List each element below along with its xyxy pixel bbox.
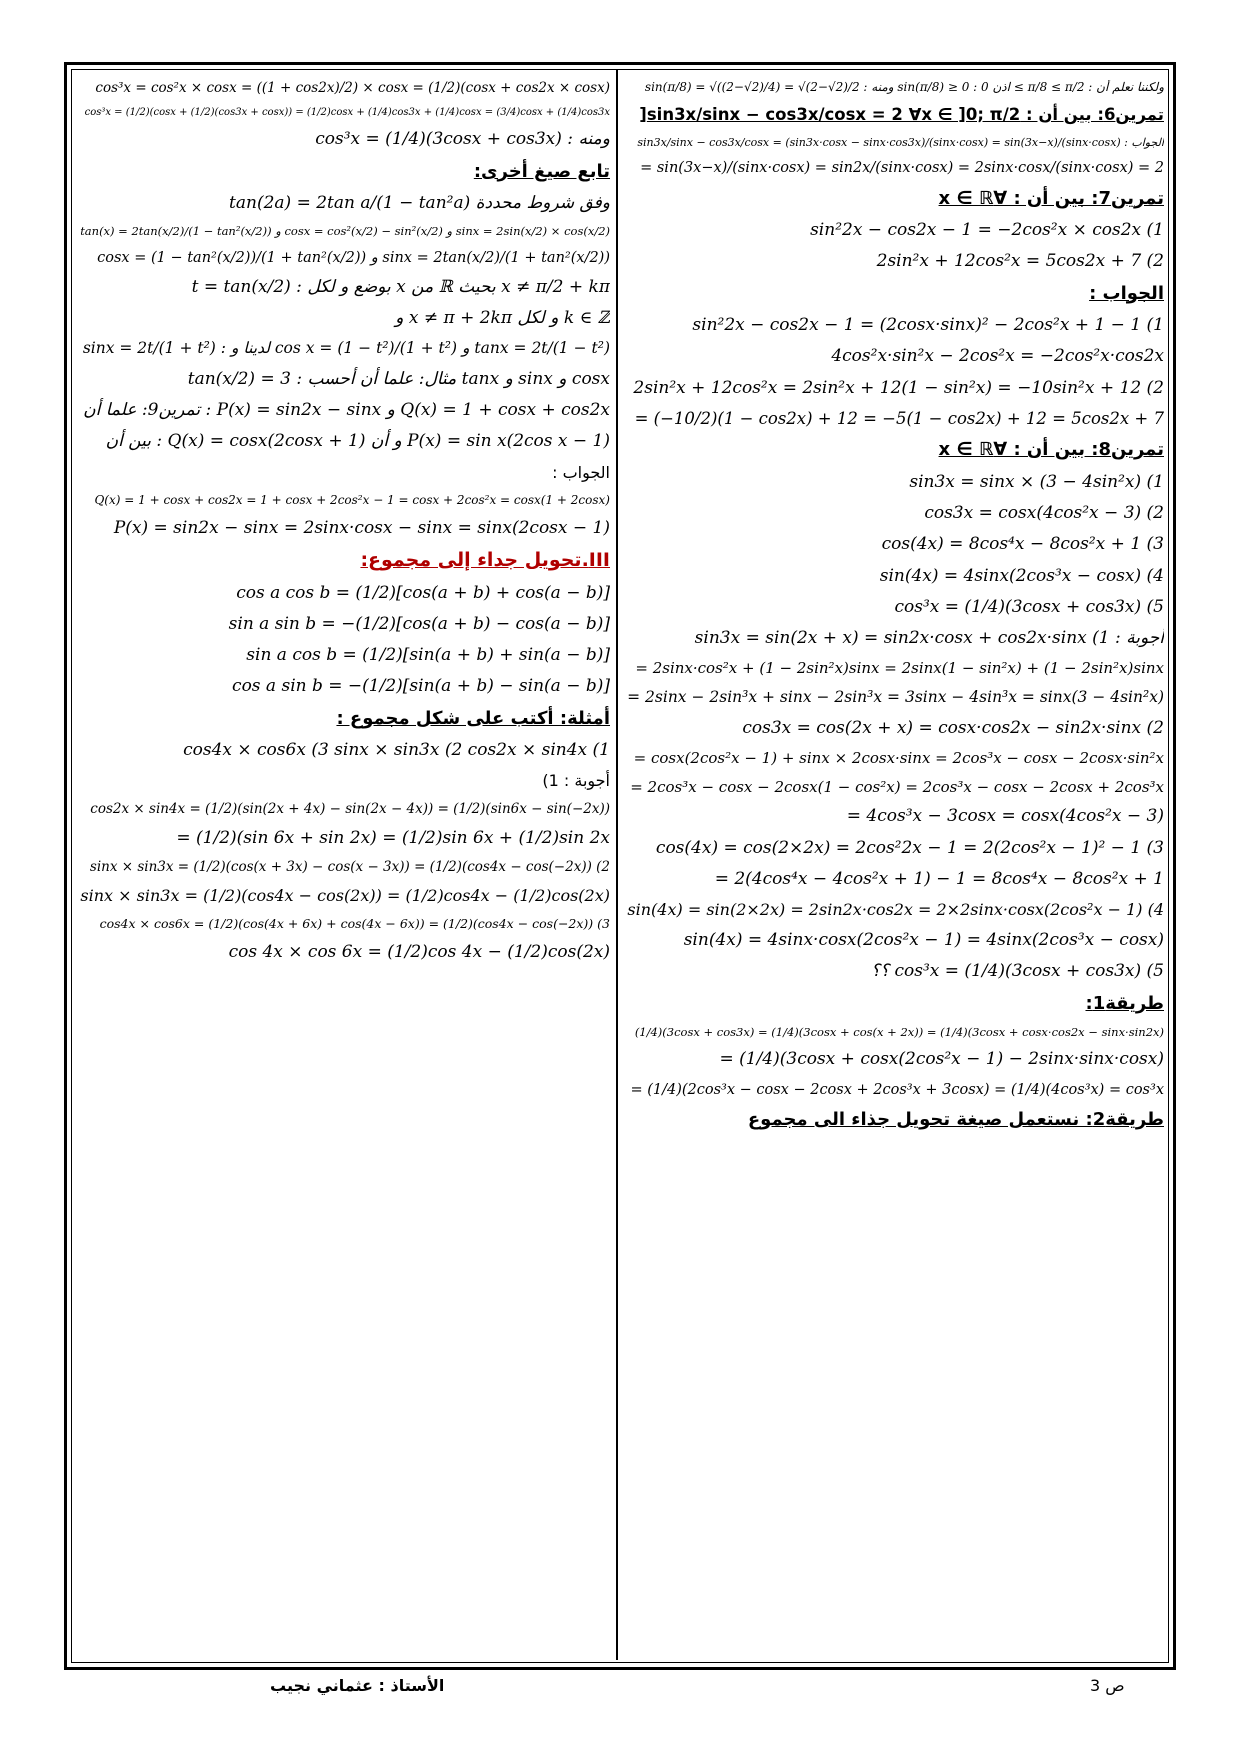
math-line: = (1/4)(2cos³x − cosx − 2cosx + 2cos³x + 3cosx) = (1/4)(4cos³x) = cos³x <box>630 1081 1164 1098</box>
exercise-heading: طريقة1: <box>1085 992 1164 1014</box>
math-line: sin²2x − cos2x − 1 = −2cos²x × cos2x (1 <box>810 220 1164 240</box>
math-line: sin²2x − cos2x − 1 = (2cosx·sinx)² − 2cos²x + 1 − 1 (1 <box>692 315 1164 335</box>
math-line: sinx × sin3x = (1/2)(cos4x − cos(2x)) = (1/2)cos4x − (1/2)cos(2x) <box>80 886 610 906</box>
exercise-heading: أمثلة: أكتب على شكل مجموع : <box>336 707 610 729</box>
math-line: ؟؟ cos³x = (1/4)(3cosx + cos3x) (5 <box>871 961 1164 982</box>
math-line: = (1/2)(sin 6x + sin 2x) = (1/2)sin 6x + (1/2)sin 2x <box>176 828 610 849</box>
footer-teacher: الأستاذ : عثماني نجيب <box>270 1676 445 1695</box>
math-line: و x ≠ π + 2kπ و لكل k ∈ ℤ <box>395 308 610 329</box>
exercise-heading: تمرين6: بين أن : sin3x/sinx − cos3x/cosx = 2 ∀x ∈ ]0; π/2[ <box>639 105 1164 124</box>
math-line: sin(4x) = 4sinx(2cos³x − cosx) (4 <box>879 565 1164 586</box>
math-line: cos³x = cos²x × cosx = ((1 + cos2x)/2) × cosx = (1/2)(cosx + cos2x × cosx) <box>95 80 610 96</box>
math-line: = 2sinx − 2sin³x + sinx − 2sin³x = 3sinx − 4sin³x = sinx(3 − 4sin²x) <box>627 688 1164 707</box>
math-line: cos a cos b = (1/2)[cos(a + b) + cos(a − b)] <box>236 582 610 603</box>
column-divider <box>616 70 618 1660</box>
math-line: cos³x = (1/4)(3cosx + cos3x) : ومنه <box>315 129 610 150</box>
section-title: III.تحويل جداء إلى مجموع: <box>360 548 610 571</box>
exercise-heading: تمرين7: بين أن : ∀x ∈ ℝ <box>938 187 1164 209</box>
math-line: sin(4x) = 4sinx·cosx(2cos²x − 1) = 4sinx(2cos³x − cosx) <box>683 930 1164 950</box>
math-line: P(x) = sin2x − sinx = 2sinx·cosx − sinx = sinx(2cosx − 1) <box>113 517 610 538</box>
exercise-heading: تمرين8: بين أن : ∀x ∈ ℝ <box>938 439 1164 461</box>
math-line: = cosx(2cos²x − 1) + sinx × 2cosx·sinx = 2cos³x − cosx − 2cosx·sin²x <box>633 748 1164 767</box>
math-line: tan(x) = 2tan(x/2)/(1 − tan²(x/2)) و cosx = cos²(x/2) − sin²(x/2) و sinx = 2sin(x/2) × cos(x/2) <box>80 224 610 239</box>
math-line: cos(4x) = 8cos⁴x − 8cos²x + 1 (3 <box>881 534 1164 555</box>
math-line: 2sin²x + 12cos²x = 5cos2x + 7 (2 <box>876 251 1164 272</box>
exercise-heading: تابع صيغ أخرى: <box>473 160 610 182</box>
math-line: cos3x = cos(2x + x) = cosx·cos2x − sin2x·sinx (2 <box>742 717 1164 738</box>
math-line: sin3x = sin(2x + x) = sin2x·cosx + cos2x·sinx (1 : أجوبة <box>694 628 1164 649</box>
math-line: sin(4x) = sin(2×2x) = 2sin2x·cos2x = 2×2sinx·cosx(2cos²x − 1) (4 <box>627 900 1164 919</box>
math-line: تمرين9: علما أن : P(x) = sin2x − sinx و Q(x) = 1 + cosx + cos2x <box>83 400 610 420</box>
math-line: = 2cos³x − cosx − 2cosx(1 − cos²x) = 2cos³x − cosx − 2cosx + 2cos³x <box>630 777 1164 796</box>
math-line: sin3x = sinx × (3 − 4sin²x) (1 <box>909 471 1164 492</box>
math-line: cos³x = (1/2)(cosx + (1/2)(cos3x + cosx)) = (1/2)cosx + (1/4)cos3x + (1/4)cosx = (3/4)cosx + (1/4)cos3x <box>84 106 610 118</box>
math-line: cos³x = (1/4)(3cosx + cos3x) (5 <box>894 596 1164 617</box>
math-line: cos4x × cos6x (3 sinx × sin3x (2 cos2x × sin4x (1 <box>183 740 610 760</box>
math-line: sinx × sin3x = (1/2)(cos(x + 3x) − cos(x − 3x)) = (1/2)(cos4x − cos(−2x)) (2 <box>89 859 610 876</box>
footer-page-number: ص 3 <box>1090 1676 1125 1695</box>
math-line: tan(x/2) = 3 : مثال: علما أن أحسب tanx و sinx و cosx <box>187 368 610 389</box>
math-line: sin a cos b = (1/2)[sin(a + b) + sin(a − b)] <box>246 645 610 665</box>
math-line: بين أن : Q(x) = cosx(2cosx + 1) و أن P(x) = sin x(2cos x − 1) <box>105 431 610 452</box>
math-line: t = tan(x/2) : بوضع و لكل x من ℝ بحيث x ≠ π/2 + kπ <box>191 276 610 297</box>
right-column <box>624 80 1164 1650</box>
left-column <box>80 80 610 1650</box>
math-line: = 2sinx·cos²x + (1 − 2sin²x)sinx = 2sinx(1 − sin²x) + (1 − 2sin²x)sinx <box>635 659 1164 678</box>
math-line: = sin(3x−x)/(sinx·cosx) = sin2x/(sinx·cosx) = 2sinx·cosx/(sinx·cosx) = 2 <box>640 160 1164 177</box>
math-line: cos 4x × cos 6x = (1/2)cos 4x − (1/2)cos(2x) <box>228 941 610 962</box>
math-line: sinx = 2t/(1 + t²) : لدينا و cos x = (1 − t²)/(1 + t²) و tanx = 2t/(1 − t²) <box>82 339 610 358</box>
math-line: cos2x × sin4x = (1/2)(sin(2x + 4x) − sin(2x − 4x)) = (1/2)(sin6x − sin(−2x)) <box>90 801 610 818</box>
math-line: = (−10/2)(1 − cos2x) + 12 = −5(1 − cos2x) + 12 = 5cos2x + 7 <box>634 408 1164 428</box>
math-line: sin a sin b = −(1/2)[cos(a + b) − cos(a − b)] <box>228 613 610 634</box>
math-line: cos3x = cosx(4cos²x − 3) (2 <box>924 503 1164 524</box>
math-line: sin3x/sinx − cos3x/cosx = (sin3x·cosx − sinx·cos3x)/(sinx·cosx) = sin(3x−x)/(sinx·cosx) : الجواب <box>637 135 1164 149</box>
math-line: cosx = (1 − tan²(x/2))/(1 + tan²(x/2)) و sinx = 2tan(x/2)/(1 + tan²(x/2)) <box>97 249 610 266</box>
math-line: 4cos²x·sin²x − 2cos²x = −2cos²x·cos2x <box>831 346 1164 367</box>
math-line: = 2(4cos⁴x − 4cos²x + 1) − 1 = 8cos⁴x − 8cos²x + 1 <box>714 868 1164 889</box>
exercise-heading: طريقة2: نستعمل صيغة تحويل جذاء الى مجموع <box>747 1108 1164 1130</box>
text-line: الجواب : <box>552 462 610 482</box>
math-line: = 4cos³x − 3cosx = cosx(4cos²x − 3) <box>846 806 1164 827</box>
math-line: sin(π/8) = √((2−√2)/4) = √(2−√2)/2 : ومنه sin(π/8) ≥ 0 : اذن 0 ≤ π/8 ≤ π/2 : ولكننا نعلم أن <box>644 80 1164 94</box>
math-line: = (1/4)(3cosx + cosx(2cos²x − 1) − 2sinx·sinx·cosx) <box>719 1049 1164 1070</box>
math-line: cos4x × cos6x = (1/2)(cos(4x + 6x) + cos(4x − 6x)) = (1/2)(cos4x − cos(−2x)) (3 <box>99 916 610 932</box>
math-line: Q(x) = 1 + cosx + cos2x = 1 + cosx + 2cos²x − 1 = cosx + 2cos²x = cosx(1 + 2cosx) <box>94 492 610 507</box>
math-line: cos(4x) = cos(2×2x) = 2cos²2x − 1 = 2(2cos²x − 1)² − 1 (3 <box>655 837 1164 858</box>
math-line: tan(2a) = 2tan a/(1 − tan²a) وفق شروط محددة <box>229 193 610 214</box>
exercise-heading: الجواب : <box>1089 282 1164 304</box>
math-line: (1/4)(3cosx + cos3x) = (1/4)(3cosx + cos(x + 2x)) = (1/4)(3cosx + cosx·cos2x − sinx·sin2x) <box>634 1025 1164 1039</box>
text-line: أجوبة : 1) <box>542 771 610 791</box>
math-line: cos a sin b = −(1/2)[sin(a + b) − sin(a − b)] <box>232 676 610 697</box>
math-line: 2sin²x + 12cos²x = 2sin²x + 12(1 − sin²x) = −10sin²x + 12 (2 <box>633 377 1164 398</box>
